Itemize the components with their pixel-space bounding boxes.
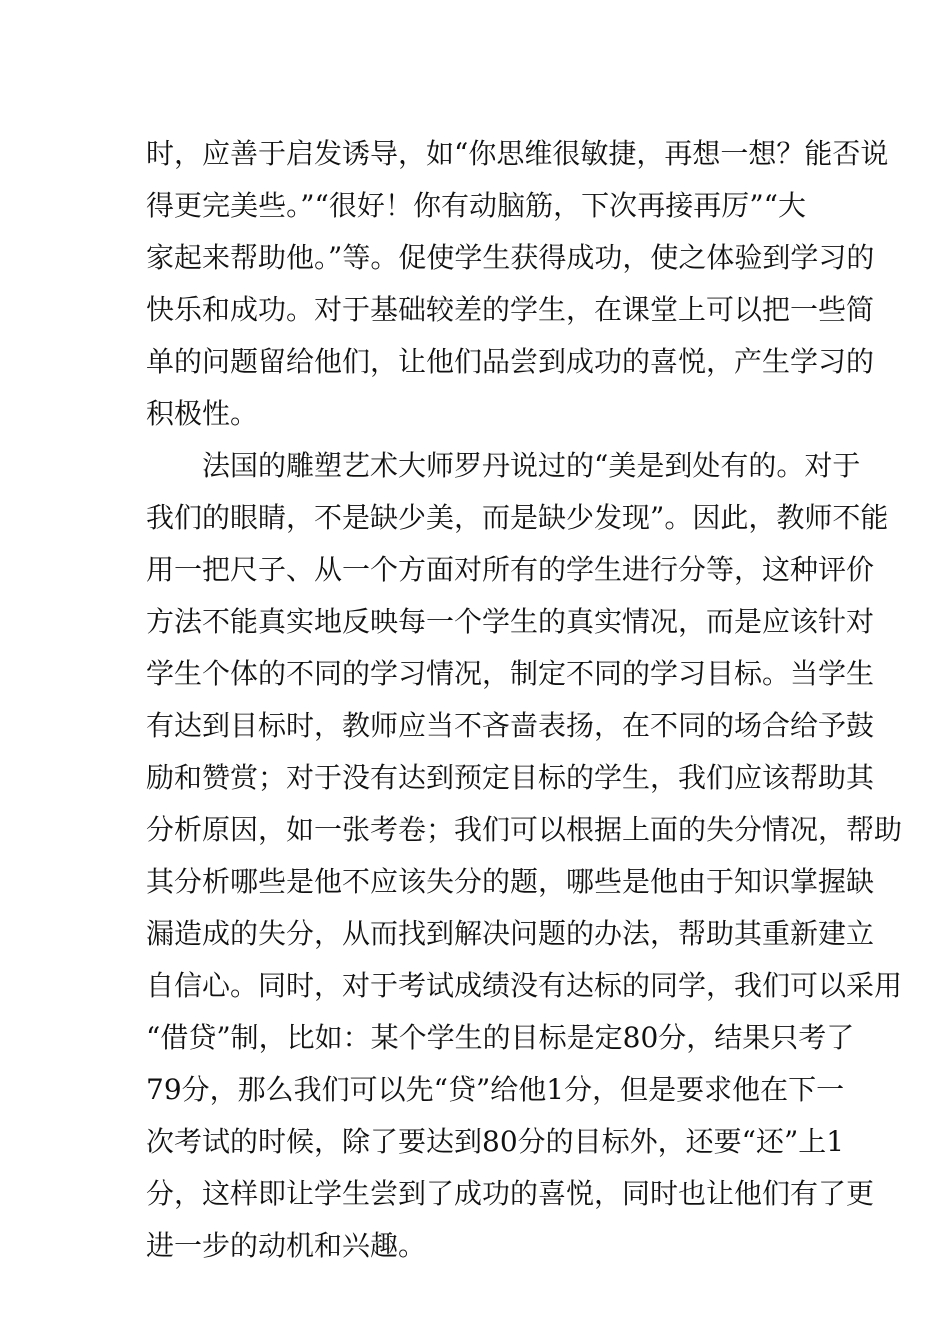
text-line: 其分析哪些是他不应该失分的题，哪些是他由于知识掌握缺	[146, 865, 875, 898]
text-line: 快乐和成功。对于基础较差的学生，在课堂上可以把一些简	[146, 293, 875, 326]
text-line: 自信心。同时，对于考试成绩没有达标的同学，我们可以采用	[146, 969, 903, 1002]
paragraph-start-line: 法国的雕塑艺术大师罗丹说过的“美是到处有的。对于	[202, 449, 861, 482]
text-line: 得更完美些。”“很好！你有动脑筋，下次再接再厉”“大	[146, 189, 806, 222]
text-line: 次考试的时候，除了要达到80分的目标外，还要“还”上1	[146, 1125, 845, 1158]
text-line: 我们的眼睛，不是缺少美，而是缺少发现”。因此，教师不能	[146, 501, 889, 534]
text-line: 时，应善于启发诱导，如“你思维很敏捷，再想一想？能否说	[146, 137, 889, 170]
text-line: 励和赞赏；对于没有达到预定目标的学生，我们应该帮助其	[146, 761, 875, 794]
text-line: 方法不能真实地反映每一个学生的真实情况，而是应该针对	[146, 605, 875, 638]
text-line: 分，这样即让学生尝到了成功的喜悦，同时也让他们有了更	[146, 1177, 875, 1210]
text-line: 用一把尺子、从一个方面对所有的学生进行分等，这种评价	[146, 553, 875, 586]
text-line: 单的问题留给他们，让他们品尝到成功的喜悦，产生学习的	[146, 345, 875, 378]
text-line: 学生个体的不同的学习情况，制定不同的学习目标。当学生	[146, 657, 875, 690]
text-line: 有达到目标时，教师应当不吝啬表扬，在不同的场合给予鼓	[146, 709, 875, 742]
text-line: 漏造成的失分，从而找到解决问题的办法，帮助其重新建立	[146, 917, 875, 950]
text-line: 进一步的动机和兴趣。	[146, 1229, 427, 1262]
body-text	[146, 128, 903, 1272]
text-line: 积极性。	[146, 397, 259, 430]
text-line: 家起来帮助他。”等。促使学生获得成功，使之体验到学习的	[146, 241, 875, 274]
text-line: “借贷”制，比如：某个学生的目标是定80分，结果只考了	[146, 1021, 855, 1054]
text-line: 79分，那么我们可以先“贷”给他1分，但是要求他在下一	[146, 1073, 845, 1106]
text-line: 分析原因，如一张考卷；我们可以根据上面的失分情况，帮助	[146, 813, 903, 846]
